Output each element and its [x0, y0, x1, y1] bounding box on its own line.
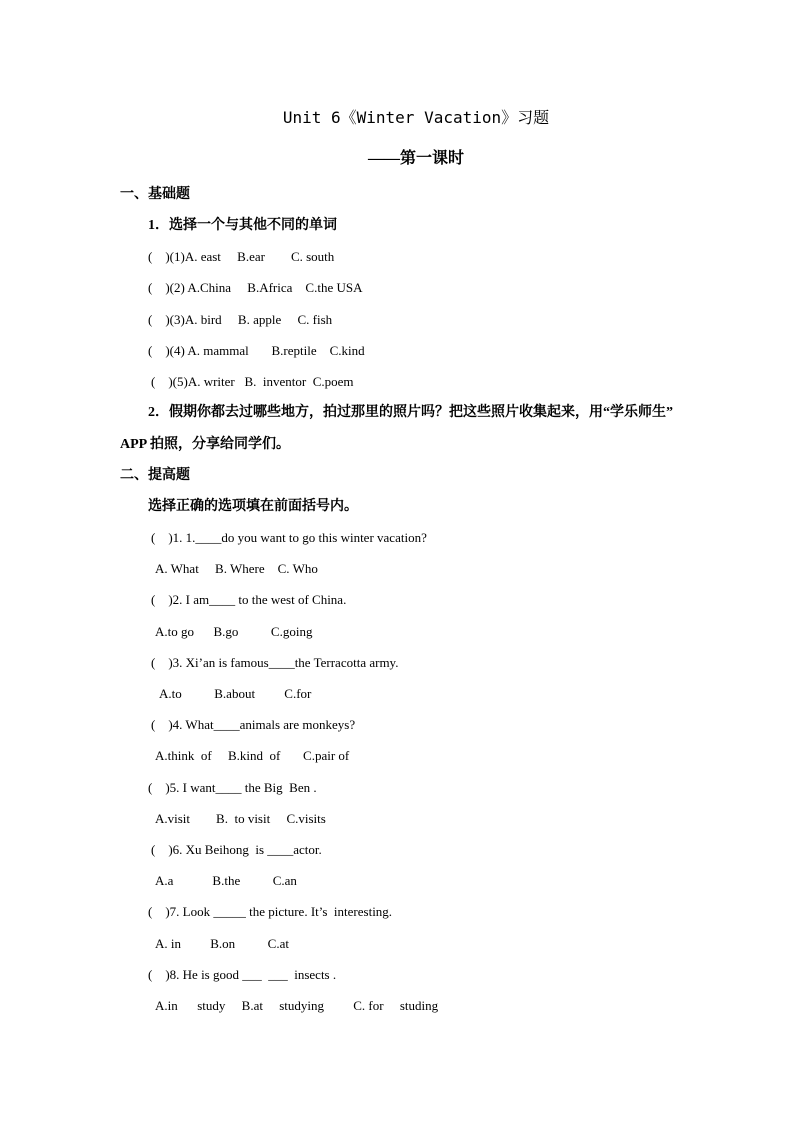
choice-line: ( )(5)A. writer B. inventor C.poem: [151, 374, 354, 389]
choice-line: ( )(3)A. bird B. apple C. fish: [148, 312, 333, 327]
section-2-instruction: 选择正确的选项填在前面括号内。: [148, 499, 358, 514]
choice-line: ( )(4) A. mammal B.reptile C.kind: [148, 343, 365, 358]
question-1-prompt: 1．选择一个与其他不同的单词: [148, 218, 337, 233]
answer-options: A.think of B.kind of C.pair of: [155, 748, 350, 763]
question-line: ( )2. I am____ to the west of China.: [151, 592, 347, 607]
question-line: ( )6. Xu Beihong is ____actor.: [151, 842, 322, 857]
question-2-text: 2．假期你都去过哪些地方，拍过那里的照片吗？把这些照片收集起来，用“学乐师生”: [148, 405, 673, 420]
document-title: Unit 6《Winter Vacation》习题: [282, 108, 550, 127]
document-subtitle: ——第一课时: [367, 150, 464, 167]
question-line: ( )4. What____animals are monkeys?: [151, 717, 356, 732]
question-line: ( )8. He is good ___ ___ insects .: [148, 967, 337, 982]
answer-options: A.in study B.at studying C. for studing: [155, 998, 439, 1013]
answer-options: A. in B.on C.at: [155, 936, 289, 951]
question-line: ( )3. Xi’an is famous____the Terracotta army.: [151, 655, 399, 670]
answer-options: A. What B. Where C. Who: [155, 561, 318, 576]
question-line: ( )5. I want____ the Big Ben .: [148, 780, 317, 795]
question-line: ( )7. Look _____ the picture. It’s interesting.: [148, 904, 393, 919]
answer-options: A.to go B.go C.going: [155, 624, 313, 639]
section-heading-advanced: 二、提高题: [120, 468, 190, 483]
question-2-text-continued: APP 拍照，分享给同学们。: [120, 437, 290, 452]
answer-options: A.a B.the C.an: [155, 873, 297, 888]
choice-line: ( )(2) A.China B.Africa C.the USA: [148, 280, 363, 295]
answer-options: A.to B.about C.for: [159, 686, 312, 701]
question-line: ( )1. 1.____do you want to go this winter vacation?: [151, 530, 427, 545]
answer-options: A.visit B. to visit C.visits: [155, 811, 326, 826]
choice-line: ( )(1)A. east B.ear C. south: [148, 249, 335, 264]
section-heading-basic: 一、基础题: [120, 187, 190, 202]
